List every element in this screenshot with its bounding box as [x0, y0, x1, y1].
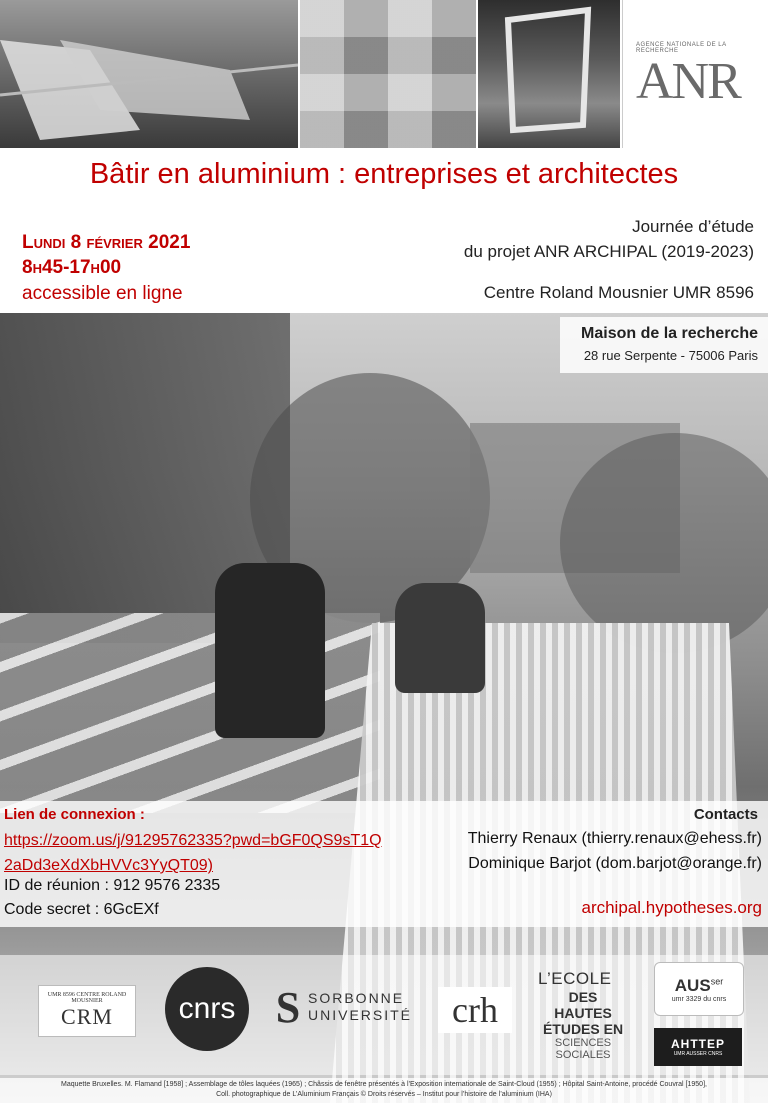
- anr-agency-text: AGENCE NATIONALE DE LA RECHERCHE: [636, 42, 727, 54]
- sorbonne-logo: [308, 990, 428, 1024]
- venue-address: 28 rue Serpente - 75006 Paris: [583, 348, 758, 363]
- ausser-sup: ser: [710, 975, 724, 986]
- sorbonne-line1: SORBONNE: [308, 990, 405, 1006]
- ausser-main: AUS: [674, 975, 711, 995]
- crm-logo-text: CRM: [61, 1004, 113, 1029]
- window-frame-photo: [478, 0, 620, 148]
- connection-label: Lien de connexion :: [4, 806, 145, 823]
- photo-credits: [0, 1078, 768, 1105]
- event-type: Journée d’étude: [632, 217, 754, 236]
- top-photo-strip: [0, 0, 768, 148]
- window-frame-graphic: [478, 0, 620, 148]
- sorbonne-line2: UNIVERSITÉ: [308, 1007, 413, 1023]
- event-time: 8h45-17h00: [22, 257, 122, 278]
- zoom-link-line1[interactable]: https://zoom.us/j/91295762335?pwd=bGF0QS9sT1Q: [4, 832, 382, 849]
- ehess-line2: DES HAUTES ÉTUDES EN: [542, 989, 624, 1037]
- ehess-line1: L’ECOLE: [538, 969, 612, 988]
- zoom-link[interactable]: [4, 828, 394, 878]
- zoom-link-line2[interactable]: 2aDd3eXdXbHVVc3YyQT09): [4, 857, 213, 874]
- photo-worker-standing: [215, 563, 325, 738]
- website-link[interactable]: archipal.hypotheses.org: [581, 898, 762, 917]
- cnrs-logo: cnrs: [165, 967, 249, 1051]
- ehess-logo: [538, 969, 628, 1061]
- page-title: Bâtir en aluminium : entreprises et architectes: [89, 158, 679, 190]
- ehess-line3: SCIENCES SOCIALES: [554, 1037, 612, 1061]
- credits-line1: Maquette Bruxelles. M. Flamand [1958] ; Assemblage de tôles laquées (1965) ; Châssis de fenêtre présentés à l’Exposition internationale de Saint-Cloud (1955) ; Hôpital Saint-Antoine, procédé Couvral [1950],: [61, 1081, 707, 1088]
- aluminium-model-photo: [0, 0, 298, 148]
- crh-logo: crh: [438, 987, 512, 1033]
- sorbonne-emblem-icon: S: [275, 982, 301, 1032]
- ahttep-logo: [654, 1028, 742, 1066]
- event-date: Lundi 8 février 2021: [22, 232, 191, 253]
- online-mode: accessible en ligne: [22, 283, 183, 304]
- crm-logo: [38, 985, 136, 1037]
- contact-barjot[interactable]: Dominique Barjot (dom.barjot@orange.fr): [468, 855, 762, 872]
- photo-tree-right: [560, 433, 768, 653]
- contacts-heading: Contacts: [693, 806, 758, 823]
- ahttep-sub: UMR AUSSER CNRS: [673, 1051, 723, 1057]
- meeting-passcode: Code secret : 6GcEXf: [4, 901, 159, 918]
- model-structure-graphic: [0, 0, 298, 148]
- anr-logo: ANR: [636, 53, 740, 110]
- project-name: du projet ANR ARCHIPAL (2019-2023): [463, 242, 754, 261]
- credits-line2: Coll. photographique de L’Aluminium Français © Droits réservés – Institut pour l’histoire de l’aluminium (IHA): [216, 1091, 552, 1098]
- crm-logo-small-text: UMR 8596 CENTRE ROLAND MOUSNIER: [47, 992, 127, 1004]
- lacquered-sheet-panels-photo: [300, 0, 476, 148]
- organizer: Centre Roland Mousnier UMR 8596: [483, 283, 754, 302]
- ausser-logo: [654, 962, 744, 1016]
- photo-worker-kneeling: [395, 583, 485, 693]
- ausser-name: [675, 976, 723, 996]
- venue-name: Maison de la recherche: [581, 325, 758, 342]
- meeting-id: ID de réunion : 912 9576 2335: [4, 877, 221, 894]
- contact-renaux[interactable]: Thierry Renaux (thierry.renaux@ehess.fr): [467, 830, 762, 847]
- ahttep-name: AHTTEP: [671, 1037, 725, 1051]
- ausser-sub: umr 3329 du cnrs: [671, 995, 727, 1003]
